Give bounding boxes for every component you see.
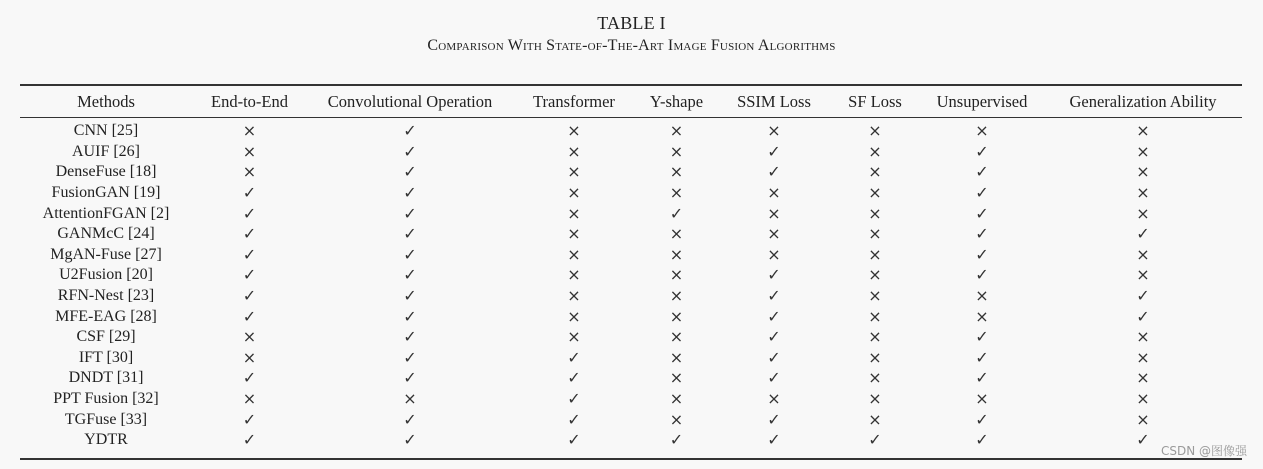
column-header: Unsupervised bbox=[936, 91, 1028, 111]
cross-mark-icon: × bbox=[868, 368, 882, 388]
check-mark-icon: ✓ bbox=[403, 327, 417, 347]
check-mark-icon: ✓ bbox=[767, 265, 781, 285]
check-mark-icon: ✓ bbox=[1136, 224, 1150, 244]
cross-mark-icon: × bbox=[767, 183, 781, 203]
cross-mark-icon: × bbox=[567, 306, 581, 326]
table-row bbox=[20, 245, 1242, 266]
cross-mark-icon: × bbox=[242, 141, 257, 161]
check-mark-icon: ✓ bbox=[403, 368, 417, 388]
cross-mark-icon: × bbox=[868, 409, 882, 429]
cross-mark-icon: × bbox=[868, 224, 882, 244]
check-mark-icon: ✓ bbox=[242, 368, 257, 388]
cross-mark-icon: × bbox=[1136, 183, 1150, 203]
cross-mark-icon: × bbox=[242, 121, 257, 141]
column-header: End-to-End bbox=[211, 91, 288, 111]
column-header: Y-shape bbox=[649, 91, 704, 111]
method-name: RFN-Nest [23] bbox=[57, 287, 155, 305]
method-name: GANMcC [24] bbox=[57, 225, 155, 243]
check-mark-icon: ✓ bbox=[767, 141, 781, 161]
method-name: U2Fusion [20] bbox=[59, 266, 153, 284]
check-mark-icon: ✓ bbox=[975, 430, 989, 450]
cross-mark-icon: × bbox=[567, 121, 581, 141]
cross-mark-icon: × bbox=[1136, 347, 1150, 367]
method-name: MFE-EAG [28] bbox=[55, 307, 157, 325]
check-mark-icon: ✓ bbox=[242, 306, 257, 326]
method-name: FusionGAN [19] bbox=[51, 184, 161, 202]
table-row bbox=[20, 183, 1242, 204]
check-mark-icon: ✓ bbox=[1136, 306, 1150, 326]
cross-mark-icon: × bbox=[669, 141, 684, 161]
column-header: SF Loss bbox=[848, 91, 902, 111]
table-row bbox=[20, 162, 1242, 183]
table-row bbox=[20, 121, 1242, 142]
cross-mark-icon: × bbox=[242, 389, 257, 409]
check-mark-icon: ✓ bbox=[242, 224, 257, 244]
method-name: CNN [25] bbox=[73, 122, 139, 140]
check-mark-icon: ✓ bbox=[767, 327, 781, 347]
check-mark-icon: ✓ bbox=[975, 409, 989, 429]
cross-mark-icon: × bbox=[669, 244, 684, 264]
check-mark-icon: ✓ bbox=[567, 409, 581, 429]
cross-mark-icon: × bbox=[567, 141, 581, 161]
column-header: SSIM Loss bbox=[737, 91, 811, 111]
method-name: MgAN-Fuse [27] bbox=[50, 245, 162, 263]
cross-mark-icon: × bbox=[403, 389, 417, 409]
check-mark-icon: ✓ bbox=[567, 430, 581, 450]
cross-mark-icon: × bbox=[567, 286, 581, 306]
check-mark-icon: ✓ bbox=[403, 183, 417, 203]
cross-mark-icon: × bbox=[868, 306, 882, 326]
check-mark-icon: ✓ bbox=[975, 224, 989, 244]
method-name: CSF [29] bbox=[76, 328, 136, 346]
table-label: TABLE I bbox=[597, 13, 666, 33]
cross-mark-icon: × bbox=[669, 162, 684, 182]
cross-mark-icon: × bbox=[975, 389, 989, 409]
check-mark-icon: ✓ bbox=[669, 430, 684, 450]
cross-mark-icon: × bbox=[868, 389, 882, 409]
comparison-table bbox=[20, 86, 1242, 451]
watermark: CSDN @图像强 bbox=[1160, 444, 1247, 458]
cross-mark-icon: × bbox=[975, 121, 989, 141]
bottom-rule bbox=[20, 458, 1242, 460]
check-mark-icon: ✓ bbox=[975, 265, 989, 285]
cross-mark-icon: × bbox=[242, 347, 257, 367]
check-mark-icon: ✓ bbox=[403, 430, 417, 450]
check-mark-icon: ✓ bbox=[403, 306, 417, 326]
cross-mark-icon: × bbox=[669, 368, 684, 388]
cross-mark-icon: × bbox=[868, 265, 882, 285]
cross-mark-icon: × bbox=[868, 162, 882, 182]
check-mark-icon: ✓ bbox=[567, 347, 581, 367]
cross-mark-icon: × bbox=[975, 306, 989, 326]
check-mark-icon: ✓ bbox=[403, 265, 417, 285]
table-row bbox=[20, 224, 1242, 245]
cross-mark-icon: × bbox=[669, 306, 684, 326]
table-row bbox=[20, 203, 1242, 224]
method-name: DNDT [31] bbox=[68, 369, 144, 387]
cross-mark-icon: × bbox=[1136, 409, 1150, 429]
cross-mark-icon: × bbox=[567, 162, 581, 182]
check-mark-icon: ✓ bbox=[767, 409, 781, 429]
check-mark-icon: ✓ bbox=[403, 286, 417, 306]
check-mark-icon: ✓ bbox=[975, 203, 989, 223]
cross-mark-icon: × bbox=[1136, 121, 1150, 141]
check-mark-icon: ✓ bbox=[403, 121, 417, 141]
cross-mark-icon: × bbox=[1136, 389, 1150, 409]
cross-mark-icon: × bbox=[669, 389, 684, 409]
method-name: IFT [30] bbox=[78, 348, 134, 366]
cross-mark-icon: × bbox=[1136, 327, 1150, 347]
check-mark-icon: ✓ bbox=[567, 368, 581, 388]
check-mark-icon: ✓ bbox=[242, 286, 257, 306]
cross-mark-icon: × bbox=[1136, 265, 1150, 285]
cross-mark-icon: × bbox=[767, 389, 781, 409]
cross-mark-icon: × bbox=[242, 162, 257, 182]
check-mark-icon: ✓ bbox=[767, 430, 781, 450]
check-mark-icon: ✓ bbox=[975, 162, 989, 182]
column-header: Generalization Ability bbox=[1069, 91, 1217, 111]
column-header: Methods bbox=[77, 91, 135, 111]
cross-mark-icon: × bbox=[669, 286, 684, 306]
cross-mark-icon: × bbox=[567, 327, 581, 347]
cross-mark-icon: × bbox=[669, 183, 684, 203]
method-name: PPT Fusion [32] bbox=[53, 390, 159, 408]
cross-mark-icon: × bbox=[868, 183, 882, 203]
check-mark-icon: ✓ bbox=[669, 203, 684, 223]
check-mark-icon: ✓ bbox=[242, 183, 257, 203]
cross-mark-icon: × bbox=[868, 286, 882, 306]
check-mark-icon: ✓ bbox=[1136, 430, 1150, 450]
cross-mark-icon: × bbox=[868, 327, 882, 347]
cross-mark-icon: × bbox=[767, 224, 781, 244]
check-mark-icon: ✓ bbox=[403, 162, 417, 182]
cross-mark-icon: × bbox=[975, 286, 989, 306]
cross-mark-icon: × bbox=[669, 121, 684, 141]
cross-mark-icon: × bbox=[767, 203, 781, 223]
check-mark-icon: ✓ bbox=[868, 430, 882, 450]
cross-mark-icon: × bbox=[1136, 141, 1150, 161]
cross-mark-icon: × bbox=[1136, 162, 1150, 182]
method-name: YDTR bbox=[84, 431, 128, 449]
check-mark-icon: ✓ bbox=[767, 368, 781, 388]
column-header: Transformer bbox=[533, 91, 615, 111]
cross-mark-icon: × bbox=[868, 141, 882, 161]
cross-mark-icon: × bbox=[868, 203, 882, 223]
cross-mark-icon: × bbox=[669, 409, 684, 429]
check-mark-icon: ✓ bbox=[403, 203, 417, 223]
check-mark-icon: ✓ bbox=[242, 265, 257, 285]
cross-mark-icon: × bbox=[669, 224, 684, 244]
table-row bbox=[20, 430, 1242, 451]
cross-mark-icon: × bbox=[1136, 368, 1150, 388]
check-mark-icon: ✓ bbox=[403, 244, 417, 264]
table-row bbox=[20, 306, 1242, 327]
header-row bbox=[20, 86, 1242, 117]
table-row bbox=[20, 265, 1242, 286]
table-row bbox=[20, 327, 1242, 348]
method-name: AttentionFGAN [2] bbox=[42, 204, 170, 222]
check-mark-icon: ✓ bbox=[403, 409, 417, 429]
cross-mark-icon: × bbox=[669, 265, 684, 285]
check-mark-icon: ✓ bbox=[242, 244, 257, 264]
check-mark-icon: ✓ bbox=[1136, 286, 1150, 306]
cross-mark-icon: × bbox=[567, 183, 581, 203]
method-name: AUIF [26] bbox=[72, 142, 140, 160]
cross-mark-icon: × bbox=[767, 244, 781, 264]
check-mark-icon: ✓ bbox=[242, 430, 257, 450]
table-row bbox=[20, 348, 1242, 369]
check-mark-icon: ✓ bbox=[975, 183, 989, 203]
column-header: Convolutional Operation bbox=[327, 91, 493, 111]
check-mark-icon: ✓ bbox=[767, 162, 781, 182]
check-mark-icon: ✓ bbox=[767, 286, 781, 306]
check-mark-icon: ✓ bbox=[242, 203, 257, 223]
check-mark-icon: ✓ bbox=[975, 141, 989, 161]
check-mark-icon: ✓ bbox=[403, 347, 417, 367]
check-mark-icon: ✓ bbox=[403, 141, 417, 161]
check-mark-icon: ✓ bbox=[975, 368, 989, 388]
table-row bbox=[20, 142, 1242, 163]
cross-mark-icon: × bbox=[669, 327, 684, 347]
cross-mark-icon: × bbox=[767, 121, 781, 141]
cross-mark-icon: × bbox=[1136, 203, 1150, 223]
check-mark-icon: ✓ bbox=[567, 389, 581, 409]
check-mark-icon: ✓ bbox=[403, 224, 417, 244]
check-mark-icon: ✓ bbox=[242, 409, 257, 429]
table-row bbox=[20, 389, 1242, 410]
cross-mark-icon: × bbox=[567, 203, 581, 223]
check-mark-icon: ✓ bbox=[975, 244, 989, 264]
cross-mark-icon: × bbox=[567, 244, 581, 264]
cross-mark-icon: × bbox=[868, 244, 882, 264]
cross-mark-icon: × bbox=[567, 265, 581, 285]
cross-mark-icon: × bbox=[669, 347, 684, 367]
cross-mark-icon: × bbox=[567, 224, 581, 244]
cross-mark-icon: × bbox=[1136, 244, 1150, 264]
check-mark-icon: ✓ bbox=[767, 306, 781, 326]
check-mark-icon: ✓ bbox=[975, 327, 989, 347]
cross-mark-icon: × bbox=[868, 347, 882, 367]
check-mark-icon: ✓ bbox=[975, 347, 989, 367]
check-mark-icon: ✓ bbox=[767, 347, 781, 367]
cross-mark-icon: × bbox=[242, 327, 257, 347]
table-row bbox=[20, 368, 1242, 389]
table-title: Comparison With State-of-The-Art Image Fusion Algorithms bbox=[427, 37, 836, 54]
cross-mark-icon: × bbox=[868, 121, 882, 141]
table-row bbox=[20, 286, 1242, 307]
method-name: DenseFuse [18] bbox=[55, 163, 157, 181]
table-row bbox=[20, 409, 1242, 430]
method-name: TGFuse [33] bbox=[64, 410, 148, 428]
table-body bbox=[20, 121, 1242, 451]
